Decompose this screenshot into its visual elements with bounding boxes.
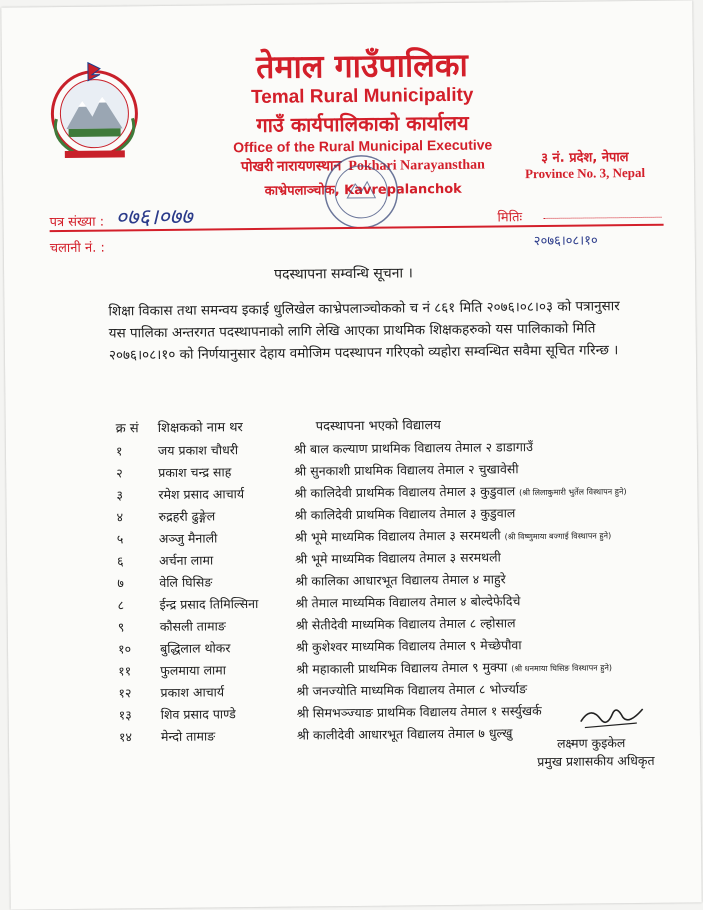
row-teacher-name: कौसली तामाङ: [159, 618, 226, 635]
row-school-text: श्री जनज्योति माध्यमिक विद्यालय तेमाल ८ भोर्ज्याङ: [296, 681, 528, 699]
row-sn: १०: [117, 641, 132, 657]
row-sn: १२: [118, 685, 132, 701]
row-note: (श्री धनमाया घिसिङ विस्थापन हुने): [511, 663, 613, 674]
row-school-text: श्री महाकाली प्राथमिक विद्यालय तेमाल ९ मुक्पा: [296, 659, 508, 677]
row-school-text: श्री भूमे माध्यमिक विद्यालय तेमाल ३ सरमथली: [295, 549, 501, 567]
row-school-text: श्री सिमभञ्ज्याङ प्राथमिक विद्यालय तेमाल १ सर्स्युखर्क: [296, 703, 542, 721]
row-sn: ७: [117, 575, 124, 591]
row-school: [294, 460, 519, 479]
row-school: [295, 548, 501, 567]
row-teacher-name: बुद्धिलाल थोकर: [159, 640, 231, 657]
row-school-text: श्री भूमे माध्यमिक विद्यालय तेमाल ३ सरमथली: [294, 527, 501, 545]
row-school: [294, 481, 626, 501]
row-sn: १४: [118, 729, 133, 745]
row-sn: २: [116, 465, 123, 481]
row-school-text: श्री कालिदेवी प्राथमिक विद्यालय तेमाल ३ कुडुवाल: [294, 505, 516, 523]
signatory-title: प्रमुख प्रशासकीय अधिकृत: [537, 752, 655, 770]
place-en: Pokhari Narayansthan: [348, 157, 486, 175]
row-sn: ९: [117, 619, 125, 635]
row-teacher-name: जय प्रकाश चौधरी: [157, 442, 239, 459]
row-school: [296, 680, 527, 699]
row-school-text: श्री कालिका आधारभूत विद्यालय तेमाल ४ माहुरे: [295, 571, 506, 589]
row-school: [295, 592, 520, 611]
row-school: [297, 724, 513, 743]
row-school-text: श्री सुनकाशी प्राथमिक विद्यालय तेमाल २ चुखावेसी: [294, 461, 519, 479]
notice-body: शिक्षा विकास तथा समन्वय इकाई धुलिखेल काभ्रेपलाञ्चोकको च नं ८६१ मिति २०७६।०८।०३ को पत्रानुसार यस पालिका अन्तरगत पदस्थापनाको लागि लेखि आएका प्राथमिक शिक्षकहरुको यस पालिकाको मिति २०७६।०८।१० को निर्णयानुसार देहाय वमोजिम पदस्थापन गरिएको व्यहोरा सम्वन्धित सवैमा सूचित गरिन्छ ।: [108, 298, 620, 364]
date-label: मितिः: [497, 210, 523, 226]
row-sn: ४: [116, 509, 124, 525]
row-teacher-name: मेन्दो तामाङ: [160, 728, 216, 745]
dispatch-label: चलानी नं. :: [49, 240, 105, 257]
district-line: काभ्रेपलाञ्चोक, Kavrepalanchok: [264, 181, 462, 199]
row-school-text: श्री कुशेश्वर माध्यमिक विद्यालय तेमाल ९ मेच्छेपौवा: [295, 637, 522, 655]
ref-number: ०७६।०७७: [115, 203, 193, 230]
row-school: [295, 525, 611, 545]
signatory-name: लक्ष्मण कुइकेल: [556, 735, 626, 751]
row-teacher-name: ईन्द्र प्रसाद तिमिल्सिना: [159, 595, 259, 613]
nepal-emblem-icon: [44, 58, 145, 164]
row-teacher-name: अञ्जु मैनाली: [158, 530, 218, 547]
row-school-text: श्री सेतीदेवी माध्यमिक विद्यालय तेमाल ८ ल्होसाल: [295, 615, 516, 633]
row-sn: १: [115, 443, 123, 459]
letter-page: [1, 0, 701, 909]
row-sn: ११: [118, 663, 132, 679]
date-dotted-line: [544, 217, 662, 219]
province-en: Province No. 3, Nepal: [524, 164, 646, 182]
row-sn: १३: [118, 707, 132, 723]
row-school: [296, 614, 516, 633]
col-header-school: पदस्थापना भएको विद्यालय: [315, 418, 441, 435]
row-teacher-name: फुलमाया लामा: [160, 662, 227, 679]
row-school: [294, 438, 533, 458]
row-school-text: श्री कालिदेवी प्राथमिक विद्यालय तेमाल ३ कुडुवाल: [294, 483, 516, 501]
row-school-text: श्री बाल कल्याण प्राथमिक विद्यालय तेमाल २ डाडागाउँ: [293, 439, 534, 457]
handwritten-date: २०७६।०८।१०: [533, 233, 598, 250]
row-school: [297, 702, 542, 722]
row-teacher-name: वेलि घिसिङ: [159, 574, 213, 591]
col-header-sn: क्र सं: [115, 421, 139, 437]
row-teacher-name: रुद्रहरी ढुङ्गेल: [158, 508, 216, 525]
row-sn: ६: [117, 553, 124, 569]
row-school: [295, 504, 516, 523]
municipality-title-en: Temal Rural Municipality: [250, 84, 474, 109]
col-header-name: शिक्षकको नाम थर: [157, 420, 243, 437]
office-title-en: Office of the Rural Municipal Executive: [233, 136, 493, 156]
handwritten-signature-icon: [577, 701, 647, 732]
ref-label: पत्र संख्या :: [49, 214, 105, 231]
row-school-text: श्री कालीदेवी आधारभूत विद्यालय तेमाल ७ धुल्खु: [296, 725, 513, 743]
row-teacher-name: प्रकाश चन्द्र साह: [158, 464, 232, 481]
row-school: [295, 570, 506, 589]
row-teacher-name: प्रकाश आचार्य: [160, 684, 225, 701]
row-school: [296, 636, 522, 655]
row-school: [296, 657, 612, 677]
row-sn: ३: [116, 487, 123, 503]
row-note: (श्री विष्णुमाया बज्गाई विस्थापन हुने): [504, 531, 612, 542]
notice-subject: पदस्थापना सम्वन्धि सूचना ।: [274, 265, 413, 283]
row-sn: ५: [116, 531, 124, 547]
row-teacher-name: रमेश प्रसाद आचार्य: [158, 486, 245, 503]
office-title-np: गाउँ कार्यपालिकाको कार्यालय: [256, 110, 469, 137]
municipality-title-np: तेमाल गाउँपालिका: [255, 45, 468, 86]
row-school-text: श्री तेमाल माध्यमिक विद्यालय तेमाल ४ बोल्देफेदिचे: [295, 593, 521, 611]
province-np: ३ नं. प्रदेश, नेपाल: [541, 150, 629, 166]
row-teacher-name: अर्चना लामा: [159, 552, 214, 569]
place-np: पोखरी नारायणस्थान: [240, 159, 342, 176]
row-sn: ८: [117, 597, 125, 613]
row-note: (श्री लिलाकुमारी भुर्तेल विस्थापन हुने): [519, 487, 627, 498]
office-seal-icon: [321, 151, 402, 232]
row-teacher-name: शिव प्रसाद पाण्डे: [160, 706, 236, 723]
